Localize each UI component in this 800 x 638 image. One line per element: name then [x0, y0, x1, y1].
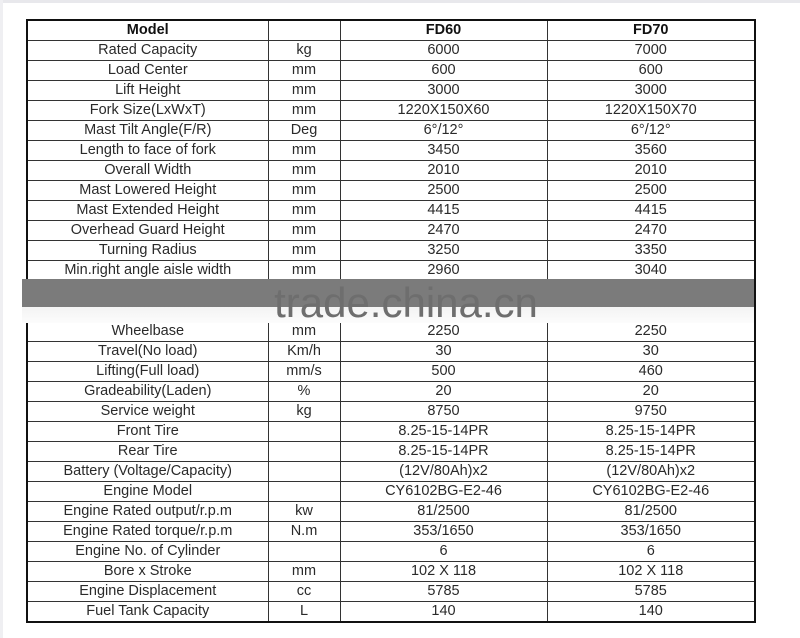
row-fd60: 6000 — [340, 41, 547, 61]
table-row — [27, 582, 755, 602]
table-row — [27, 482, 755, 502]
row-fd60: 2960 — [340, 261, 547, 281]
table-row — [27, 402, 755, 422]
row-unit — [268, 442, 340, 462]
row-unit: mm — [268, 322, 340, 342]
row-label: Engine Model — [27, 482, 268, 502]
row-unit: mm — [268, 161, 340, 181]
row-fd60: 3250 — [340, 241, 547, 261]
row-unit: Km/h — [268, 342, 340, 362]
row-label: Length to face of fork — [27, 141, 268, 161]
table-row — [27, 101, 755, 121]
table-row — [27, 542, 755, 562]
row-fd70: 81/2500 — [547, 502, 755, 522]
row-fd60: 6°/12° — [340, 121, 547, 141]
row-label: Mast Lowered Height — [27, 181, 268, 201]
row-label: Min.right angle aisle width — [27, 261, 268, 281]
row-fd70: 1220X150X70 — [547, 101, 755, 121]
row-fd60: 8750 — [340, 402, 547, 422]
row-unit — [268, 422, 340, 442]
row-label: Travel(No load) — [27, 342, 268, 362]
row-fd70: 2500 — [547, 181, 755, 201]
row-fd70: CY6102BG-E2-46 — [547, 482, 755, 502]
table-row — [27, 422, 755, 442]
row-fd70: 30 — [547, 342, 755, 362]
row-fd70: 6 — [547, 542, 755, 562]
header-model: Model — [27, 20, 268, 41]
row-unit: L — [268, 602, 340, 623]
row-fd70: 3560 — [547, 141, 755, 161]
row-fd70: 7000 — [547, 41, 755, 61]
row-fd70: 9750 — [547, 402, 755, 422]
row-label: Lifting(Full load) — [27, 362, 268, 382]
row-label: Front Tire — [27, 422, 268, 442]
row-unit: mm/s — [268, 362, 340, 382]
row-fd70: 140 — [547, 602, 755, 623]
table-row — [27, 442, 755, 462]
row-label: Wheelbase — [27, 322, 268, 342]
row-label: Engine Rated torque/r.p.m — [27, 522, 268, 542]
row-fd60: 500 — [340, 362, 547, 382]
row-fd60: 30 — [340, 342, 547, 362]
row-fd70: 460 — [547, 362, 755, 382]
row-fd70: 600 — [547, 61, 755, 81]
row-fd60: 2500 — [340, 181, 547, 201]
row-fd60: 2010 — [340, 161, 547, 181]
watermark-text: trade.china.cn — [274, 279, 538, 326]
row-unit — [268, 542, 340, 562]
row-unit: mm — [268, 562, 340, 582]
row-fd70: 2470 — [547, 221, 755, 241]
row-label: Engine Rated output/r.p.m — [27, 502, 268, 522]
row-unit — [268, 482, 340, 502]
row-fd60: 81/2500 — [340, 502, 547, 522]
row-label: Lift Height — [27, 81, 268, 101]
table-row — [27, 41, 755, 61]
row-fd70: 353/1650 — [547, 522, 755, 542]
table-row — [27, 602, 755, 623]
row-unit: kg — [268, 402, 340, 422]
row-fd70: 5785 — [547, 582, 755, 602]
row-unit: Deg — [268, 121, 340, 141]
row-fd70: (12V/80Ah)x2 — [547, 462, 755, 482]
row-fd60: 8.25-15-14PR — [340, 422, 547, 442]
row-fd60: 2250 — [340, 322, 547, 342]
row-label: Battery (Voltage/Capacity) — [27, 462, 268, 482]
row-fd60: 3450 — [340, 141, 547, 161]
row-unit: mm — [268, 261, 340, 281]
row-fd60: 5785 — [340, 582, 547, 602]
row-fd60: 3000 — [340, 81, 547, 101]
row-fd70: 6°/12° — [547, 121, 755, 141]
row-fd70: 20 — [547, 382, 755, 402]
row-label: Service weight — [27, 402, 268, 422]
row-unit: kw — [268, 502, 340, 522]
row-label: Engine Displacement — [27, 582, 268, 602]
row-fd60: 8.25-15-14PR — [340, 442, 547, 462]
row-label: Fork Size(LxWxT) — [27, 101, 268, 121]
row-fd70: 8.25-15-14PR — [547, 442, 755, 462]
row-unit: mm — [268, 241, 340, 261]
row-label: Fuel Tank Capacity — [27, 602, 268, 623]
table-row — [27, 562, 755, 582]
row-fd70: 102 X 118 — [547, 562, 755, 582]
table-row — [27, 61, 755, 81]
row-unit: kg — [268, 41, 340, 61]
row-label: Load Center — [27, 61, 268, 81]
row-unit: mm — [268, 101, 340, 121]
row-fd60: (12V/80Ah)x2 — [340, 462, 547, 482]
row-unit: cc — [268, 582, 340, 602]
row-label: Bore x Stroke — [27, 562, 268, 582]
row-unit: mm — [268, 61, 340, 81]
row-unit: mm — [268, 141, 340, 161]
table-row — [27, 121, 755, 141]
row-label: Engine No. of Cylinder — [27, 542, 268, 562]
row-label: Gradeability(Laden) — [27, 382, 268, 402]
row-label: Rated Capacity — [27, 41, 268, 61]
row-label: Mast Extended Height — [27, 201, 268, 221]
row-label: Overall Width — [27, 161, 268, 181]
table-row — [27, 522, 755, 542]
row-fd60: 102 X 118 — [340, 562, 547, 582]
table-row — [27, 141, 755, 161]
table-row — [27, 181, 755, 201]
row-label: Turning Radius — [27, 241, 268, 261]
table-row — [27, 382, 755, 402]
row-fd60: 20 — [340, 382, 547, 402]
row-fd60: 1220X150X60 — [340, 101, 547, 121]
table-row — [27, 342, 755, 362]
row-fd60: CY6102BG-E2-46 — [340, 482, 547, 502]
row-unit: mm — [268, 181, 340, 201]
table-header-row — [27, 20, 755, 41]
row-fd70: 2010 — [547, 161, 755, 181]
row-fd60: 2470 — [340, 221, 547, 241]
row-fd70: 3040 — [547, 261, 755, 281]
table-row — [27, 241, 755, 261]
row-unit: mm — [268, 201, 340, 221]
row-fd60: 353/1650 — [340, 522, 547, 542]
header-fd60: FD60 — [340, 20, 547, 41]
row-fd70: 2250 — [547, 322, 755, 342]
left-border — [0, 0, 3, 638]
row-unit: N.m — [268, 522, 340, 542]
row-fd70: 8.25-15-14PR — [547, 422, 755, 442]
row-fd60: 140 — [340, 602, 547, 623]
row-fd60: 4415 — [340, 201, 547, 221]
table-row — [27, 502, 755, 522]
table-row — [27, 161, 755, 181]
table-row — [27, 201, 755, 221]
table-row — [27, 462, 755, 482]
row-unit — [268, 462, 340, 482]
row-fd70: 3350 — [547, 241, 755, 261]
header-unit — [268, 20, 340, 41]
top-border — [0, 0, 800, 3]
row-fd60: 6 — [340, 542, 547, 562]
table-row — [27, 221, 755, 241]
row-unit: mm — [268, 221, 340, 241]
row-label: Overhead Guard Height — [27, 221, 268, 241]
row-fd70: 4415 — [547, 201, 755, 221]
row-fd60: 600 — [340, 61, 547, 81]
row-unit: % — [268, 382, 340, 402]
table-row — [27, 81, 755, 101]
header-fd70: FD70 — [547, 20, 755, 41]
row-label: Rear Tire — [27, 442, 268, 462]
table-row — [27, 362, 755, 382]
row-label: Mast Tilt Angle(F/R) — [27, 121, 268, 141]
row-unit: mm — [268, 81, 340, 101]
row-fd70: 3000 — [547, 81, 755, 101]
